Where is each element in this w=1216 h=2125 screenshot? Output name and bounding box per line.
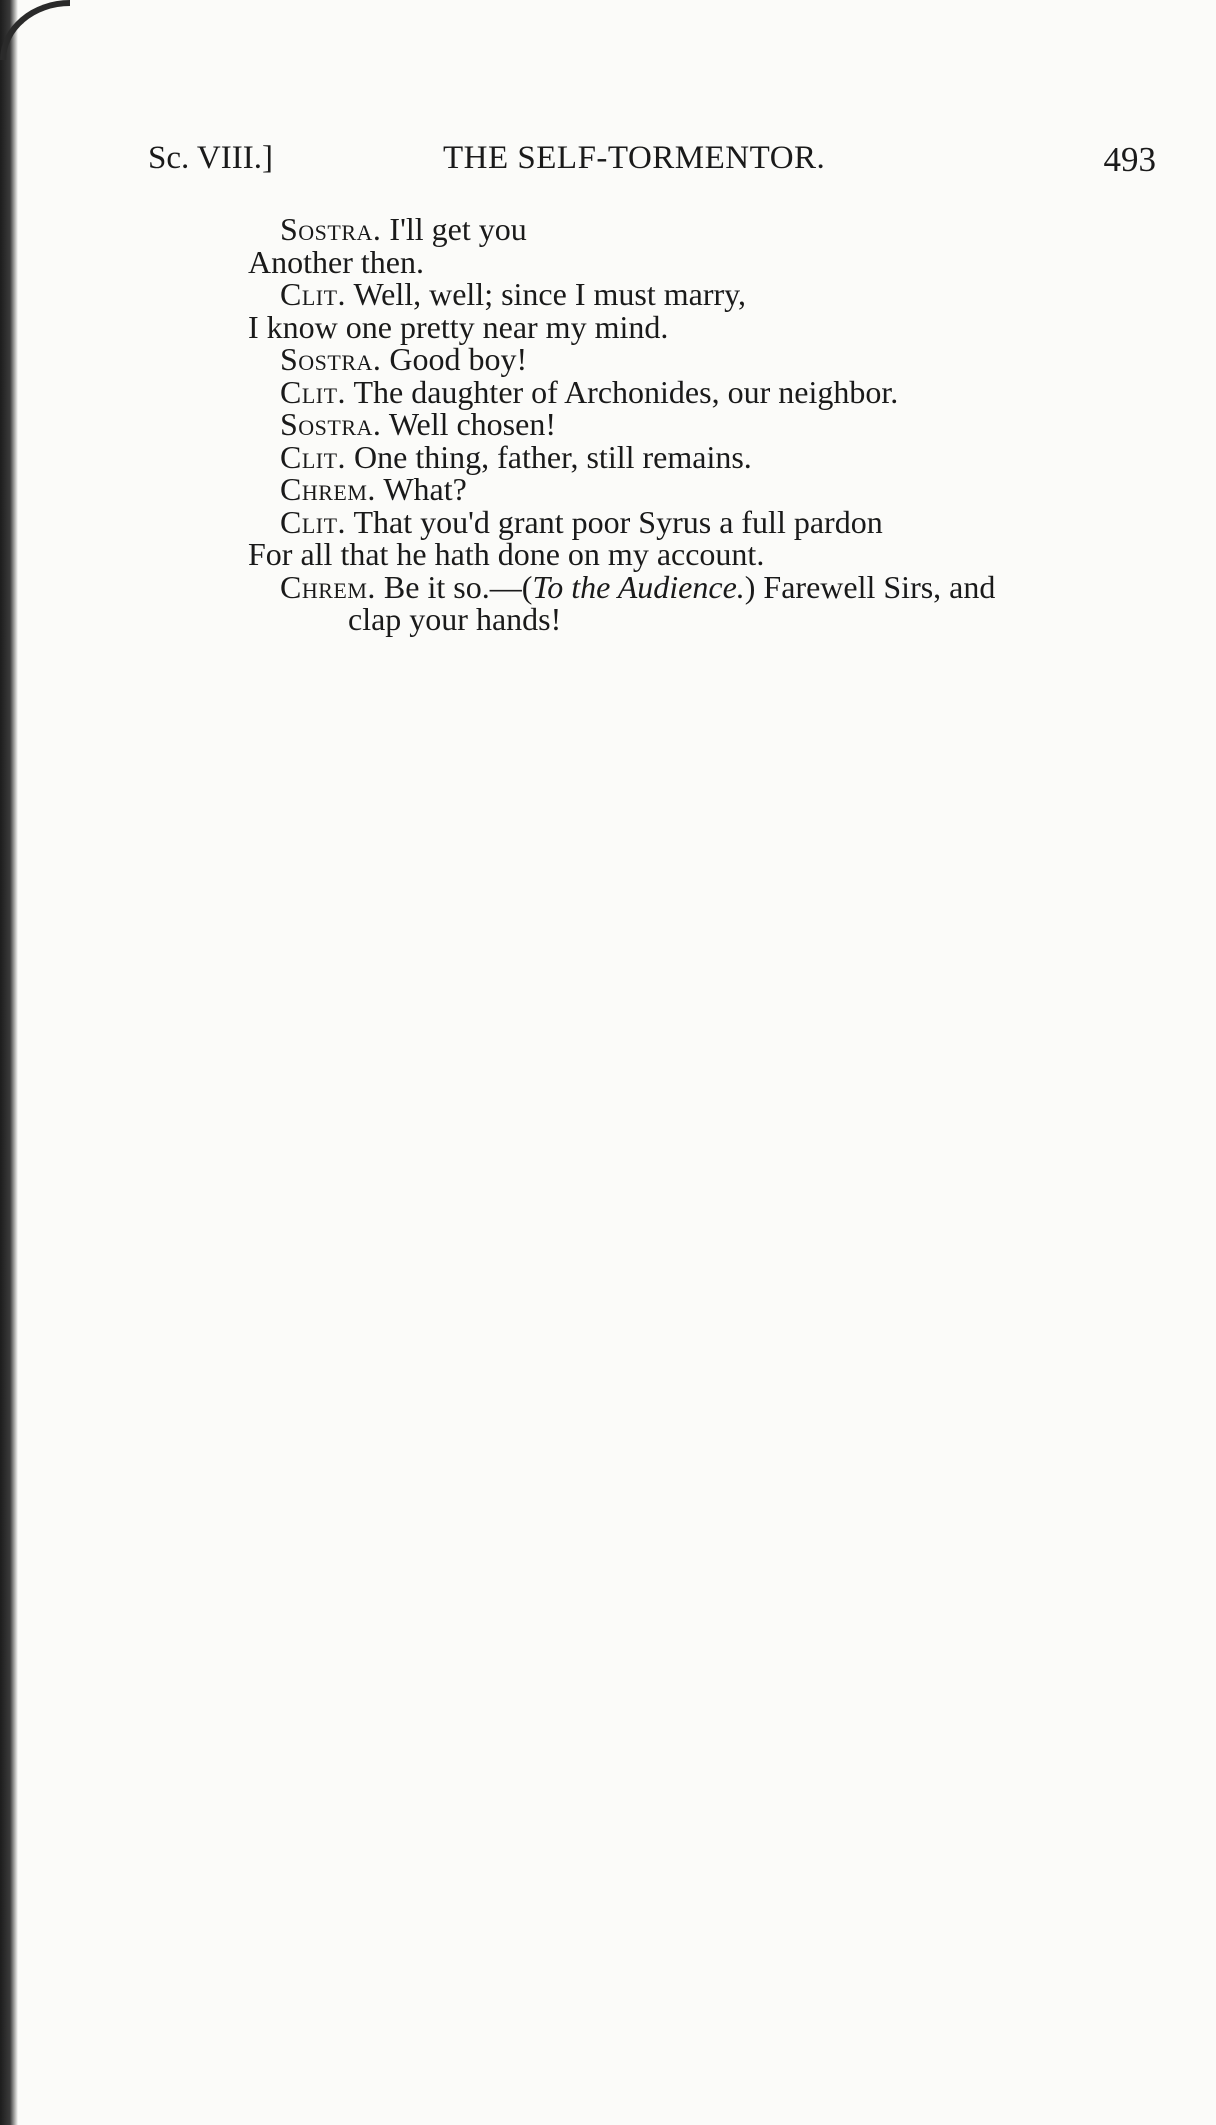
- final-speech-continuation: [248, 603, 995, 636]
- line-text: I'll get you: [381, 211, 527, 247]
- speaker-name: Clit.: [280, 503, 347, 540]
- dialogue-line: [248, 308, 995, 345]
- speaker-name: Sostra.: [280, 406, 382, 442]
- line-text: Well, well; since I must marry,: [346, 276, 747, 312]
- final-speech: [248, 568, 996, 605]
- speaker-name: Chrem.: [280, 471, 376, 507]
- dialogue-line: [248, 373, 995, 410]
- line-text: ) Farewell Sirs, and: [744, 568, 996, 605]
- dialogue-line: [248, 503, 995, 540]
- line-text: Well chosen!: [381, 406, 556, 442]
- speaker-name: Sostra.: [280, 211, 382, 247]
- speaker-name: Clit.: [280, 373, 347, 410]
- line-text: That you'd grant poor Syrus a full pardon: [346, 503, 883, 540]
- dialogue-text: [248, 213, 995, 636]
- line-text: Another then.: [248, 243, 424, 280]
- dialogue-line: [248, 278, 995, 311]
- line-text: Be it so.—(: [375, 568, 533, 605]
- line-text: Good boy!: [381, 341, 528, 377]
- dialogue-line: [248, 213, 995, 246]
- running-header: [148, 140, 1156, 180]
- speaker-name: Chrem.: [280, 568, 376, 605]
- book-binding-edge: [0, 0, 18, 2125]
- speaker-name: Clit.: [280, 438, 347, 475]
- stage-direction: To the Audience.: [532, 568, 745, 605]
- dialogue-line: [248, 243, 995, 280]
- dialogue-line: [248, 473, 995, 506]
- line-text: The daughter of Archonides, our neighbor.: [346, 373, 899, 410]
- line-text: One thing, father, still remains.: [346, 438, 752, 475]
- running-title: THE SELF-TORMENTOR.: [443, 140, 826, 176]
- dialogue-line: [248, 343, 995, 376]
- section-label: Sc. VIII.]: [148, 140, 273, 176]
- line-text: What?: [375, 471, 467, 507]
- page-number: 493: [1103, 140, 1156, 179]
- speaker-name: Clit.: [280, 276, 347, 312]
- speaker-name: Sostra.: [280, 341, 382, 377]
- line-text: clap your hands!: [348, 601, 562, 637]
- line-text: For all that he hath done on my account.: [248, 536, 765, 572]
- dialogue-line: [248, 408, 995, 441]
- dialogue-line: [248, 538, 995, 571]
- dialogue-line: [248, 438, 995, 475]
- line-text: I know one pretty near my mind.: [248, 308, 669, 345]
